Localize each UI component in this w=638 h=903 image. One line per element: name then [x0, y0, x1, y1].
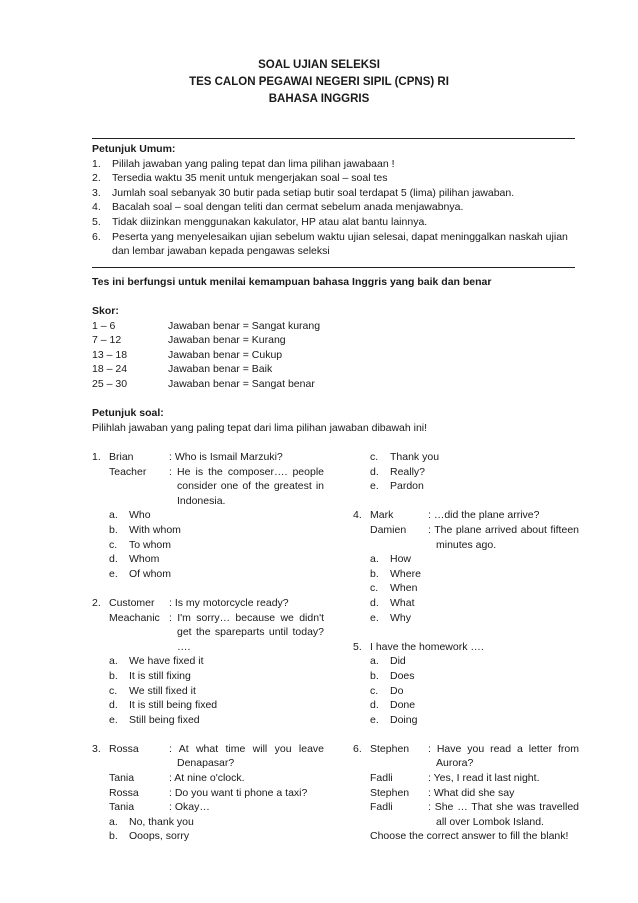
option-letter: d. [370, 465, 379, 478]
speaker: Fadli [370, 801, 393, 814]
list-item [92, 157, 578, 172]
question-number: 1. [92, 451, 101, 463]
option[interactable] [92, 508, 324, 523]
header-line-1: SOAL UJIAN SELEKSI [258, 59, 380, 71]
list-item [92, 171, 578, 186]
skor-range: 25 – 30 [92, 377, 128, 390]
option[interactable] [92, 552, 324, 567]
option-text: Still being fixed [129, 713, 200, 726]
speaker: Customer [109, 596, 155, 609]
skor-range: 1 – 6 [92, 319, 116, 332]
dialog-text: : At nine o'clock. [169, 772, 245, 785]
question-number: 2. [92, 596, 101, 609]
item-text: Bacalah soal – soal dengan teliti dan cermat sebelum anada menjawabnya. [112, 201, 464, 214]
questions-left-column [92, 450, 324, 844]
option-letter: d. [109, 699, 118, 712]
speaker: Rossa [109, 742, 139, 755]
list-item [92, 186, 578, 201]
question-3-continued [353, 450, 579, 494]
option[interactable] [353, 581, 579, 596]
petunjuk-umum-list [92, 157, 578, 259]
option-text: How [390, 553, 412, 566]
skor-desc: Jawaban benar = Sangat kurang [168, 319, 321, 332]
option-letter: c. [370, 451, 379, 463]
skor-range: 13 – 18 [92, 348, 128, 361]
option-text: To whom [129, 538, 172, 551]
petunjuk-umum-title: Petunjuk Umum: [92, 143, 176, 155]
question-number: 4. [353, 509, 362, 522]
item-text: Pililah jawaban yang paling tepat dan lima pilihan jawabaan ! [112, 157, 395, 170]
option[interactable] [353, 450, 579, 465]
option[interactable] [92, 829, 324, 844]
option-text: What [390, 596, 415, 609]
item-text: Tidak diizinkan menggunakan kakulator, HP atau alat bantu lainnya. [112, 215, 428, 228]
option[interactable] [353, 596, 579, 611]
option-letter: b. [109, 830, 118, 843]
option[interactable] [92, 698, 324, 713]
option-text: It is still being fixed [129, 699, 218, 712]
speaker: Mark [370, 509, 394, 522]
option-letter: a. [109, 655, 118, 668]
question-number: 3. [92, 742, 101, 755]
speaker: Rossa [109, 786, 139, 799]
option-letter: e. [109, 567, 118, 580]
option-letter: b. [370, 567, 379, 580]
option-text: Done [390, 699, 416, 712]
question-instruction: Choose the correct answer to fill the blank! [370, 830, 569, 843]
skor-row [92, 348, 578, 363]
question-6 [353, 742, 579, 844]
skor-row [92, 362, 578, 377]
dialog-text: : Who is Ismail Marzuki? [169, 451, 283, 463]
divider-middle [92, 267, 575, 268]
option-letter: c. [109, 538, 118, 551]
item-number: 5. [92, 215, 101, 228]
speaker: Fadli [370, 772, 393, 785]
document-header [0, 57, 638, 108]
list-item [92, 200, 578, 215]
list-item [92, 215, 578, 230]
question-number: 5. [353, 640, 362, 653]
option-text: Thank you [390, 451, 440, 463]
option[interactable] [353, 669, 579, 684]
dialog-text: : The plane arrived about fifteen minutes ago. [428, 523, 579, 551]
option-text: Ooops, sorry [129, 830, 190, 843]
item-number: 1. [92, 157, 101, 170]
option-letter: b. [109, 669, 118, 682]
option-letter: e. [370, 611, 379, 624]
option-text: With whom [129, 523, 181, 536]
option-text: No, thank you [129, 815, 194, 828]
skor-row [92, 333, 578, 348]
petunjuk-umum-section [92, 142, 578, 259]
option-text: Who [129, 509, 151, 522]
skor-desc: Jawaban benar = Cukup [168, 348, 283, 361]
option[interactable] [92, 538, 324, 553]
header-line-2: TES CALON PEGAWAI NEGERI SIPIL (CPNS) RI [189, 76, 449, 88]
option-text: Pardon [390, 480, 424, 493]
option[interactable] [92, 815, 324, 830]
dialog-text: : She … That she was travelled all over Lombok Island. [428, 801, 579, 828]
option-letter: a. [109, 509, 118, 522]
option-text: Really? [390, 465, 426, 478]
skor-range: 7 – 12 [92, 334, 122, 347]
option-text: When [390, 582, 418, 595]
option[interactable] [92, 523, 324, 538]
question-4 [353, 508, 579, 625]
speaker: Stephen [370, 742, 410, 755]
option-letter: e. [370, 713, 379, 726]
option[interactable] [353, 479, 579, 494]
option-text: Doing [390, 713, 418, 726]
questions-right-column [353, 450, 579, 844]
option[interactable] [353, 713, 579, 728]
dialog-text: : What did she say [428, 786, 515, 799]
option[interactable] [92, 669, 324, 684]
question-number: 6. [353, 742, 362, 755]
option-letter: c. [109, 684, 118, 697]
list-item [92, 230, 578, 259]
item-number: 2. [92, 172, 101, 185]
skor-desc: Jawaban benar = Baik [168, 363, 273, 376]
option-letter: e. [109, 713, 118, 726]
petunjuk-soal-text: Pilihlah jawaban yang paling tepat dari lima pilihan jawaban dibawah ini! [92, 421, 428, 434]
option-letter: c. [370, 582, 379, 595]
option-text: Does [390, 669, 415, 682]
option[interactable] [92, 713, 324, 728]
option-text: It is still fixing [129, 669, 191, 682]
dialog-text: : Yes, I read it last night. [428, 772, 540, 785]
skor-row [92, 319, 578, 334]
option[interactable] [353, 698, 579, 713]
option-letter: b. [109, 523, 118, 536]
skor-desc: Jawaban benar = Sangat benar [168, 377, 315, 390]
dialog-text: : I'm sorry… because we didn't get the spareparts until today? …. [169, 611, 324, 653]
option-letter: c. [370, 684, 379, 697]
dialog-text: : Okay… [169, 801, 210, 814]
option[interactable] [92, 567, 324, 582]
option[interactable] [353, 567, 579, 582]
dialog-text: : Is my motorcycle ready? [169, 596, 289, 609]
petunjuk-soal-title: Petunjuk soal: [92, 407, 164, 419]
option-text: Why [390, 611, 411, 624]
header-line-3: BAHASA INGGRIS [268, 93, 370, 105]
option[interactable] [353, 684, 579, 699]
option-letter: d. [370, 596, 379, 609]
option-letter: e. [370, 480, 379, 493]
option-letter: d. [370, 699, 379, 712]
option-text: Did [390, 655, 406, 668]
speaker: Tania [109, 772, 135, 785]
question-5 [353, 640, 579, 728]
question-stem: I have the homework …. [370, 640, 484, 653]
dialog-text: : Have you read a letter from Aurora? [428, 742, 579, 770]
option-letter: d. [109, 553, 118, 566]
speaker: Teacher [109, 465, 147, 478]
option-text: We still fixed it [129, 684, 196, 697]
option[interactable] [353, 465, 579, 480]
item-text: Peserta yang menyelesaikan ujian sebelum waktu ujian selesai, dapat meninggalkan naskah ujian dan lembar jawaban kepada pengawas seleksi [112, 230, 568, 258]
dialog-text: : At what time will you leave Denapasar? [169, 742, 324, 770]
speaker: Meachanic [109, 611, 160, 624]
speaker: Brian [109, 451, 134, 463]
divider-top [92, 138, 575, 139]
speaker: Damien [370, 523, 407, 536]
speaker: Tania [109, 801, 135, 814]
option-text: Where [390, 567, 421, 580]
skor-desc: Jawaban benar = Kurang [168, 334, 286, 347]
option-text: Do [390, 684, 404, 697]
skor-range: 18 – 24 [92, 363, 128, 376]
question-2 [92, 596, 324, 727]
item-text: Tersedia waktu 35 menit untuk mengerjakan soal – soal tes [112, 172, 388, 185]
option-text: Of whom [129, 567, 172, 580]
option-letter: a. [109, 815, 118, 828]
dialog-text: : He is the composer…. people consider one of the greatest in Indonesia. [169, 465, 324, 507]
option[interactable] [353, 552, 579, 567]
item-text: Jumlah soal sebanyak 30 butir pada setiap butir soal terdapat 5 (lima) pilihan jawaban. [112, 186, 515, 199]
skor-title: Skor: [92, 305, 119, 317]
option[interactable] [92, 654, 324, 669]
option[interactable] [353, 654, 579, 669]
item-number: 4. [92, 201, 101, 214]
option[interactable] [353, 611, 579, 626]
option-text: Whom [129, 553, 160, 566]
option-text: We have fixed it [129, 655, 204, 668]
speaker: Stephen [370, 786, 410, 799]
item-number: 3. [92, 186, 101, 199]
option[interactable] [92, 684, 324, 699]
dialog-text: : Do you want ti phone a taxi? [169, 786, 308, 799]
option-letter: b. [370, 669, 379, 682]
item-number: 6. [92, 230, 101, 243]
petunjuk-soal-section [92, 406, 578, 435]
question-1 [92, 450, 324, 581]
skor-row [92, 377, 578, 392]
option-letter: a. [370, 553, 379, 566]
option-letter: a. [370, 655, 379, 668]
skor-section [92, 304, 578, 392]
dialog-text: : …did the plane arrive? [428, 509, 540, 522]
question-3 [92, 742, 324, 844]
purpose-statement: Tes ini berfungsi untuk menilai kemampuan bahasa Inggris yang baik dan benar [92, 276, 492, 288]
